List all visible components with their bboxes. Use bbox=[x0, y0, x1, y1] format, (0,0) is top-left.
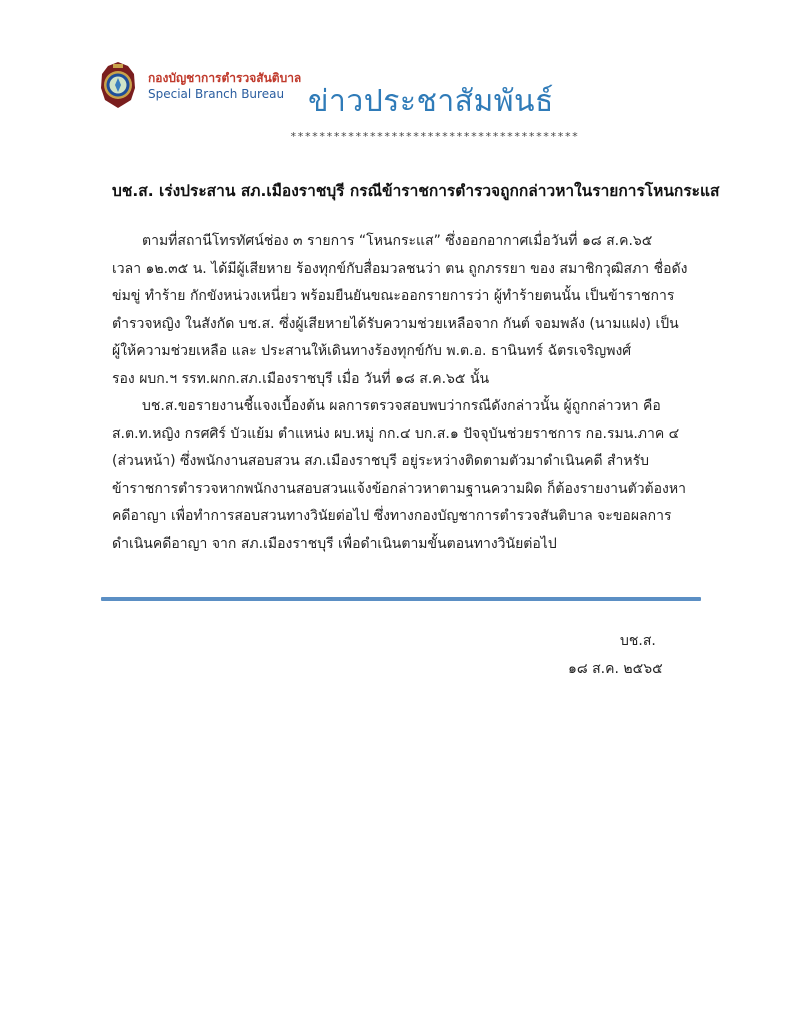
paragraph-2-line: ดำเนินคดีอาญา จาก สภ.เมืองราชบุรี เพื่อดำเนินตามขั้นตอนทางวินัยต่อไป bbox=[112, 535, 557, 552]
paragraph-2-line: บช.ส.ขอรายงานชี้แจงเบื้องต้น ผลการตรวจสอบพบว่ากรณีดังกล่าวนั้น ผู้ถูกกล่าวหา คือ bbox=[142, 398, 661, 414]
organization-name bbox=[148, 70, 301, 102]
body-text bbox=[112, 228, 712, 558]
paragraph-2-line: ส.ต.ท.หญิง กรศศิร์ บัวแย้ม ตำแหน่ง ผบ.หมู่ กก.๔ บก.ส.๑ ปัจจุบันช่วยราชการ กอ.รมน.ภาค ๔ bbox=[112, 425, 680, 442]
paragraph-2-line: (ส่วนหน้า) ซึ่งพนักงานสอบสวน สภ.เมืองราชบุรี อยู่ระหว่างติดตามตัวมาดำเนินคดี สำหรับ bbox=[112, 453, 650, 469]
headline: บช.ส. เร่งประสาน สภ.เมืองราชบุรี กรณีข้าราชการตำรวจถูกกล่าวหาในรายการโหนกระแส bbox=[112, 182, 720, 200]
signature-org: บช.ส. bbox=[620, 633, 656, 649]
divider-line bbox=[101, 597, 701, 601]
org-name-english: Special Branch Bureau bbox=[148, 87, 285, 101]
police-seal-icon bbox=[98, 60, 138, 110]
paragraph-1-line: ตำรวจหญิง ในสังกัด บช.ส. ซึ่งผู้เสียหายได้รับความช่วยเหลือจาก กันต์ จอมพลัง (นามแฝง) เป็น bbox=[112, 315, 679, 332]
letterhead bbox=[98, 58, 718, 118]
paragraph-1-line: ตามที่สถานีโทรทัศน์ช่อง ๓ รายการ “โหนกระแส” ซึ่งออกอากาศเมื่อวันที่ ๑๘ ส.ค.๖๕ bbox=[142, 233, 653, 249]
paragraph-1-line: ผู้ให้ความช่วยเหลือ และ ประสานให้เดินทางร้องทุกข์กับ พ.ต.อ. ธานินทร์ ฉัตรเจริญพงศ์ bbox=[112, 343, 632, 359]
page-title: ข่าวประชาสัมพันธ์ bbox=[308, 84, 554, 119]
paragraph-1-line: เวลา ๑๒.๓๕ น. ได้มีผู้เสียหาย ร้องทุกข์กับสื่อมวลชนว่า ตน ถูกภรรยา ของ สมาชิกวุฒิสภา ชื่อดัง bbox=[112, 260, 688, 277]
signature-date: ๑๘ ส.ค. ๒๕๖๕ bbox=[568, 661, 663, 677]
paragraph-1-line: ข่มขู่ ทำร้าย กักขังหน่วงเหนี่ยว พร้อมยืนยันขณะออกรายการว่า ผู้ทำร้ายตนนั้น เป็นข้าราชการ bbox=[112, 288, 675, 304]
paragraph-2-line: ข้าราชการตำรวจหากพนักงานสอบสวนแจ้งข้อกล่าวหาตามฐานความผิด ก็ต้องรายงานตัวต้องหา bbox=[112, 480, 686, 497]
org-name-thai: กองบัญชาการตำรวจสันติบาล bbox=[148, 71, 302, 85]
separator-stars: **************************************** bbox=[290, 130, 579, 143]
paragraph-2-line: คดีอาญา เพื่อทำการสอบสวนทางวินัยต่อไป ซึ่งทางกองบัญชาการตำรวจสันติบาล จะขอผลการ bbox=[112, 508, 672, 524]
paragraph-1-line: รอง ผบก.ฯ รรท.ผกก.สภ.เมืองราชบุรี เมื่อ วันที่ ๑๘ ส.ค.๖๕ นั้น bbox=[112, 370, 490, 387]
